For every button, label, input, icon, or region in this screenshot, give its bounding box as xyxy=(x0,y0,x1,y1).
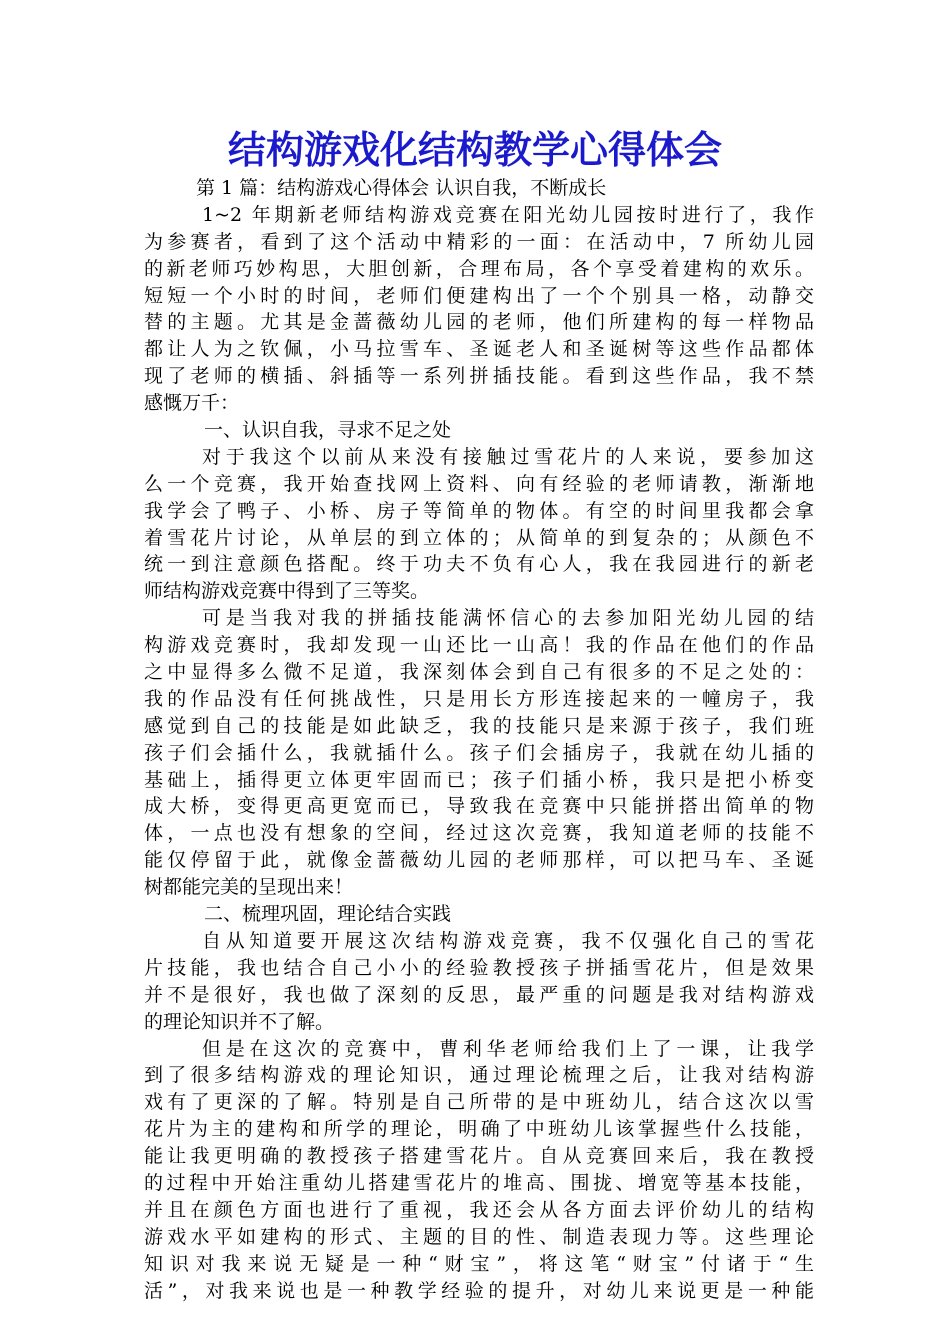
paragraph-line: 为参赛者，看到了这个活动中精彩的一面：在活动中，7 所幼儿园 xyxy=(144,230,814,253)
paragraph-line: 花片为主的建构和所学的理论，明确了中班幼儿该掌握些什么技能， xyxy=(144,1118,814,1141)
paragraph-line: 能让我更明确的教授孩子搭建雪花片。自从竞赛回来后，我在教授 xyxy=(144,1145,814,1168)
paragraph-line: 着雪花片讨论，从单层的到立体的；从简单的到复杂的；从颜色不 xyxy=(144,526,814,549)
paragraph-line: 的新老师巧妙构思，大胆创新，合理布局，各个享受着建构的欢乐。 xyxy=(144,257,814,280)
paragraph-line: 我的作品没有任何挑战性，只是用长方形连接起来的一幢房子，我 xyxy=(144,687,814,710)
paragraph-line: 并不是很好，我也做了深刻的反思，最严重的问题是我对结构游戏 xyxy=(144,983,814,1006)
chapter-heading: 第 1 篇：结构游戏心得体会 认识自我，不断成长 xyxy=(196,177,607,199)
paragraph-line: 戏有了更深的了解。特别是自己所带的是中班幼儿，结合这次以雪 xyxy=(144,1091,814,1114)
paragraph-line: 之中显得多么微不足道，我深刻体会到自己有很多的不足之处的： xyxy=(144,661,814,684)
paragraph-line: 都让人为之钦佩，小马拉雪车、圣诞老人和圣诞树等这些作品都体 xyxy=(144,338,814,361)
paragraph-line: 感觉到自己的技能是如此缺乏，我的技能只是来源于孩子，我们班 xyxy=(144,714,814,737)
paragraph-line: 师结构游戏竞赛中得到了三等奖。 xyxy=(144,580,430,603)
section-heading: 一、认识自我，寻求不足之处 xyxy=(204,419,452,442)
document-title: 结构游戏化结构教学心得体会 xyxy=(227,128,722,172)
paragraph-line: 游戏水平如建构的形式、主题的目的性、制造表现力等。这些理论 xyxy=(144,1225,814,1248)
paragraph-line: 知识对我来说无疑是一种“财宝”，将这笔“财宝”付诸于“生 xyxy=(144,1252,814,1275)
paragraph-line: 1~2 年期新老师结构游戏竞赛在阳光幼儿园按时进行了，我作 xyxy=(202,203,814,226)
section-heading: 二、梳理巩固，理论结合实践 xyxy=(204,903,452,926)
paragraph-line: 孩子们会插什么，我就插什么。孩子们会插房子，我就在幼儿插的 xyxy=(144,741,814,764)
paragraph-line: 活”，对我来说也是一种教学经验的提升，对幼儿来说更是一种能 xyxy=(144,1279,814,1302)
paragraph-line: 片技能，我也结合自己小小的经验教授孩子拼插雪花片，但是效果 xyxy=(144,956,814,979)
paragraph-line: 构游戏竞赛时，我却发现一山还比一山高！我的作品在他们的作品 xyxy=(144,634,814,657)
paragraph-line: 能仅停留于此，就像金蔷薇幼儿园的老师那样，可以把马车、圣诞 xyxy=(144,849,814,872)
paragraph-line: 的过程中开始注重幼儿搭建雪花片的堆高、围拢、增宽等基本技能， xyxy=(144,1171,814,1194)
paragraph-line: 但是在这次的竞赛中，曹利华老师给我们上了一课，让我学 xyxy=(202,1037,814,1060)
paragraph-line: 基础上，插得更立体更牢固而已；孩子们插小桥，我只是把小桥变 xyxy=(144,768,814,791)
paragraph-line: 短短一个小时的时间，老师们便建构出了一个个别具一格，动静交 xyxy=(144,284,814,307)
paragraph-line: 替的主题。尤其是金蔷薇幼儿园的老师，他们所建构的每一样物品 xyxy=(144,311,814,334)
paragraph-line: 树都能完美的呈现出来！ xyxy=(144,876,354,899)
paragraph-line: 可是当我对我的拼插技能满怀信心的去参加阳光幼儿园的结 xyxy=(202,607,814,630)
paragraph-line: 成大桥，变得更高更宽而已，导致我在竞赛中只能拼搭出简单的物 xyxy=(144,795,814,818)
paragraph-line: 现了老师的横插、斜插等一系列拼插技能。看到这些作品，我不禁 xyxy=(144,365,814,388)
paragraph-line: 到了很多结构游戏的理论知识，通过理论梳理之后，让我对结构游 xyxy=(144,1064,814,1087)
paragraph-line: 并且在颜色方面也进行了重视，我还会从各方面去评价幼儿的结构 xyxy=(144,1198,814,1221)
paragraph-line: 的理论知识并不了解。 xyxy=(144,1010,335,1033)
paragraph-line: 体，一点也没有想象的空间，经过这次竞赛，我知道老师的技能不 xyxy=(144,822,814,845)
document-body xyxy=(144,175,814,1304)
paragraph-line: 我学会了鸭子、小桥、房子等简单的物体。有空的时间里我都会拿 xyxy=(144,499,814,522)
paragraph-line: 么一个竞赛，我开始查找网上资料、向有经验的老师请教，渐渐地 xyxy=(144,472,814,495)
paragraph-line: 感慨万千： xyxy=(144,392,240,415)
paragraph-line: 统一到注意颜色搭配。终于功夫不负有心人，我在我园进行的新老 xyxy=(144,553,814,576)
paragraph-line: 对于我这个以前从来没有接触过雪花片的人来说，要参加这 xyxy=(202,445,814,468)
paragraph-line: 自从知道要开展这次结构游戏竞赛，我不仅强化自己的雪花 xyxy=(202,929,814,952)
